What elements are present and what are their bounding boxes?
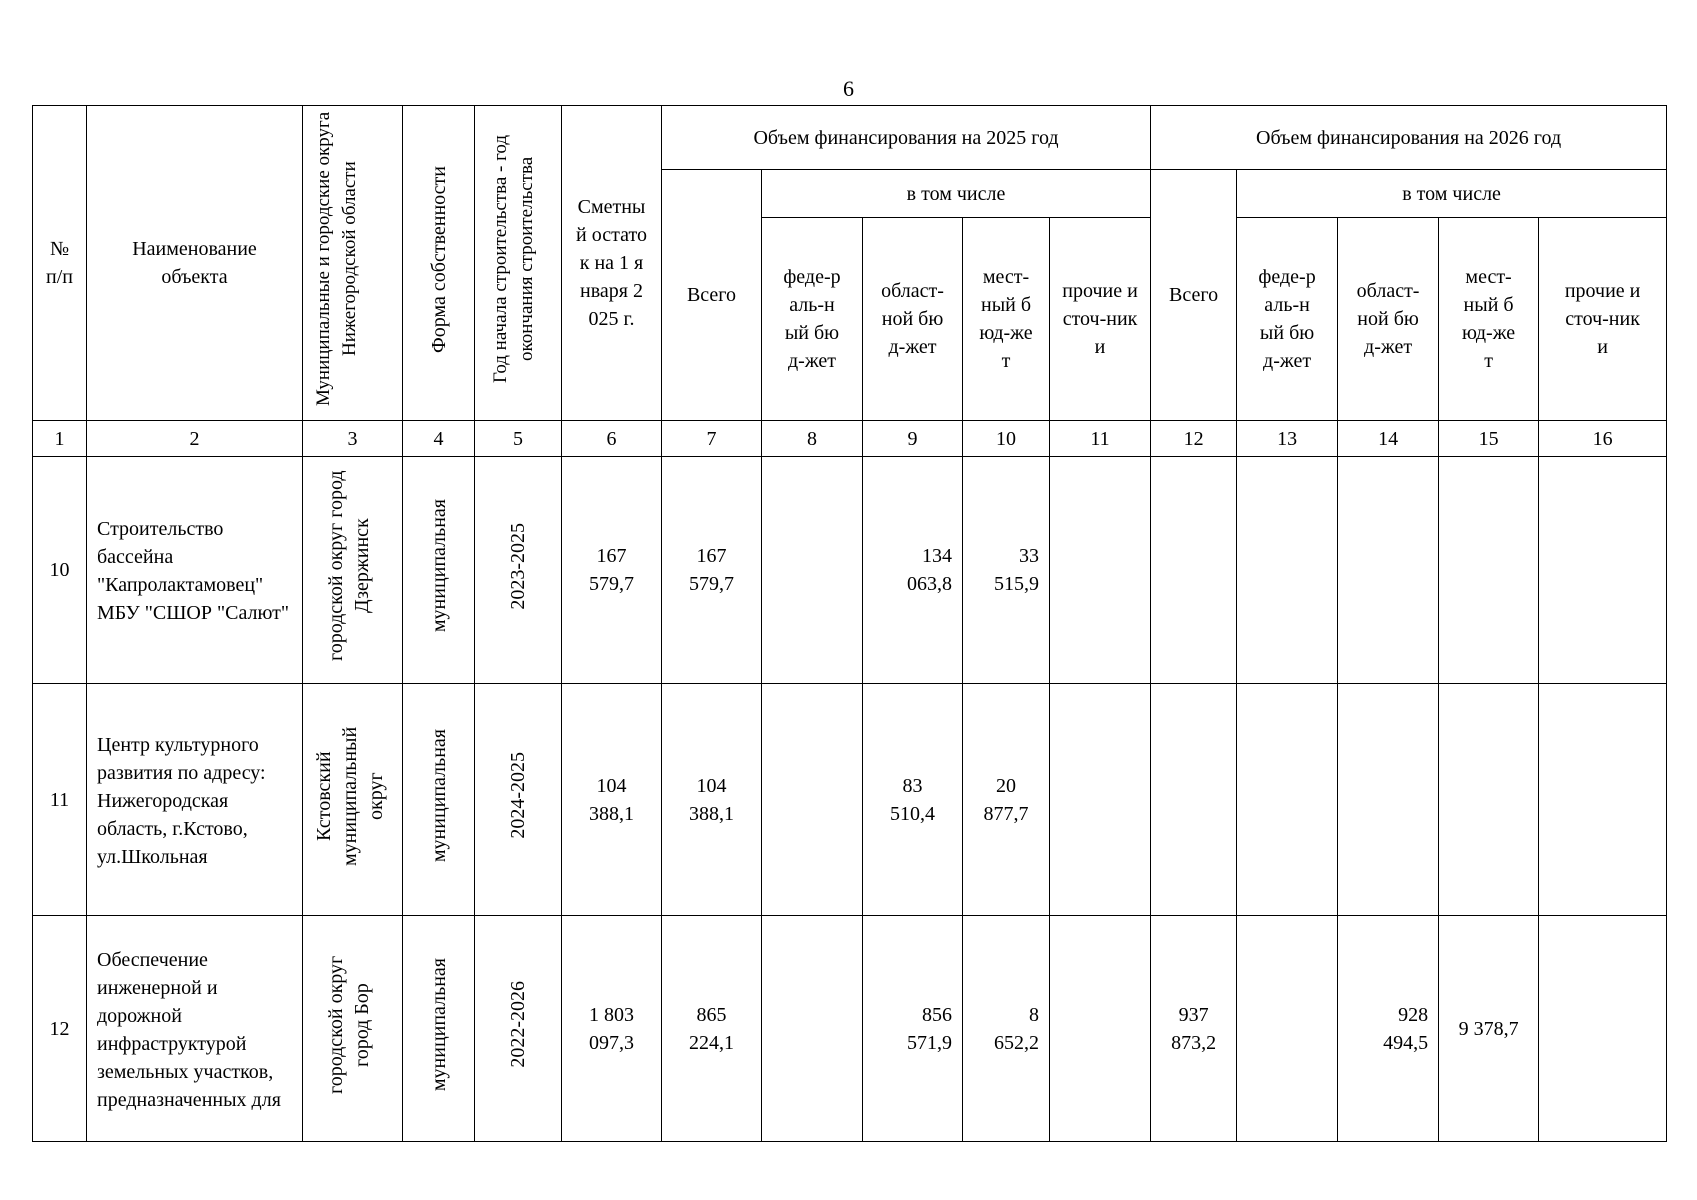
total-2026: 937 873,2	[1151, 916, 1237, 1142]
column-number: 8	[762, 421, 863, 457]
header-federal-2026: феде-раль-ный бюд-жет	[1237, 218, 1338, 421]
header-total-2025: Всего	[662, 170, 762, 421]
column-number: 13	[1237, 421, 1338, 457]
column-number: 10	[963, 421, 1050, 457]
ownership: муниципальная	[403, 684, 475, 916]
years: 2022-2026	[475, 916, 562, 1142]
local-2025: 20 877,7	[963, 684, 1050, 916]
column-number: 6	[562, 421, 662, 457]
column-number: 1	[33, 421, 87, 457]
local-2025: 8 652,2	[963, 916, 1050, 1142]
total-2026	[1151, 457, 1237, 684]
other-2026	[1539, 916, 1667, 1142]
federal-2025	[762, 457, 863, 684]
total-2025: 865 224,1	[662, 916, 762, 1142]
header-local-2025: мест-ный бюд-жет	[963, 218, 1050, 421]
federal-2026	[1237, 684, 1338, 916]
header-estimate: Сметный остаток на 1 января 2025 г.	[562, 106, 662, 421]
column-number: 9	[863, 421, 963, 457]
ownership: муниципальная	[403, 457, 475, 684]
local-2026	[1439, 684, 1539, 916]
other-2025	[1050, 916, 1151, 1142]
header-including-2025: в том числе	[762, 170, 1151, 218]
funding-table	[32, 105, 1667, 1142]
header-years: Год начала строительства - год окончания строительства	[475, 106, 562, 421]
regional-2025: 856 571,9	[863, 916, 963, 1142]
local-2026: 9 378,7	[1439, 916, 1539, 1142]
header-regional-2026: област-ной бюд-жет	[1338, 218, 1439, 421]
header-other-2025: прочие источ-ники	[1050, 218, 1151, 421]
total-2026	[1151, 684, 1237, 916]
municipality: городской округ город Бор	[303, 916, 403, 1142]
other-2026	[1539, 684, 1667, 916]
header-municipality: Муниципальные и городские округа Нижегородской области	[303, 106, 403, 421]
header-funding-2025: Объем финансирования на 2025 год	[662, 106, 1151, 170]
estimate: 1 803 097,3	[562, 916, 662, 1142]
other-2025	[1050, 684, 1151, 916]
column-number: 7	[662, 421, 762, 457]
column-number: 15	[1439, 421, 1539, 457]
local-2025: 33 515,9	[963, 457, 1050, 684]
federal-2026	[1237, 916, 1338, 1142]
other-2025	[1050, 457, 1151, 684]
row-num: 12	[33, 916, 87, 1142]
header-name: Наименование объекта	[87, 106, 303, 421]
regional-2025: 83 510,4	[863, 684, 963, 916]
column-number: 14	[1338, 421, 1439, 457]
municipality: городской округ город Дзержинск	[303, 457, 403, 684]
column-number: 16	[1539, 421, 1667, 457]
federal-2025	[762, 916, 863, 1142]
header-including-2026: в том числе	[1237, 170, 1667, 218]
estimate: 167 579,7	[562, 457, 662, 684]
table-row	[33, 684, 1667, 916]
column-number: 2	[87, 421, 303, 457]
federal-2025	[762, 684, 863, 916]
other-2026	[1539, 457, 1667, 684]
column-number: 5	[475, 421, 562, 457]
table-row	[33, 916, 1667, 1142]
object-name: Обеспечение инженерной и дорожной инфраструктурой земельных участков, предназначенных для	[87, 916, 303, 1142]
regional-2026: 928 494,5	[1338, 916, 1439, 1142]
estimate: 104 388,1	[562, 684, 662, 916]
years: 2023-2025	[475, 457, 562, 684]
column-number: 11	[1050, 421, 1151, 457]
regional-2026	[1338, 684, 1439, 916]
header-num: № п/п	[33, 106, 87, 421]
header-regional-2025: област-ной бюд-жет	[863, 218, 963, 421]
object-name: Центр культурного развития по адресу: Нижегородская область, г.Кстово, ул.Школьная	[87, 684, 303, 916]
municipality: Кстовский муниципальный округ	[303, 684, 403, 916]
header-ownership: Форма собственности	[403, 106, 475, 421]
header-row-1	[33, 106, 1667, 170]
column-number: 12	[1151, 421, 1237, 457]
table-row	[33, 457, 1667, 684]
header-total-2026: Всего	[1151, 170, 1237, 421]
local-2026	[1439, 457, 1539, 684]
header-local-2026: мест-ный бюд-жет	[1439, 218, 1539, 421]
ownership: муниципальная	[403, 916, 475, 1142]
object-name: Строительство бассейна "Капролактамовец" МБУ "СШОР "Салют"	[87, 457, 303, 684]
column-number: 4	[403, 421, 475, 457]
column-number: 3	[303, 421, 403, 457]
header-funding-2026: Объем финансирования на 2026 год	[1151, 106, 1667, 170]
column-numbers-row	[33, 421, 1667, 457]
row-num: 11	[33, 684, 87, 916]
regional-2025: 134 063,8	[863, 457, 963, 684]
header-federal-2025: феде-раль-ный бюд-жет	[762, 218, 863, 421]
page-number: 6	[843, 76, 854, 101]
row-num: 10	[33, 457, 87, 684]
regional-2026	[1338, 457, 1439, 684]
federal-2026	[1237, 457, 1338, 684]
total-2025: 104 388,1	[662, 684, 762, 916]
total-2025: 167 579,7	[662, 457, 762, 684]
header-other-2026: прочие источ-ники	[1539, 218, 1667, 421]
years: 2024-2025	[475, 684, 562, 916]
